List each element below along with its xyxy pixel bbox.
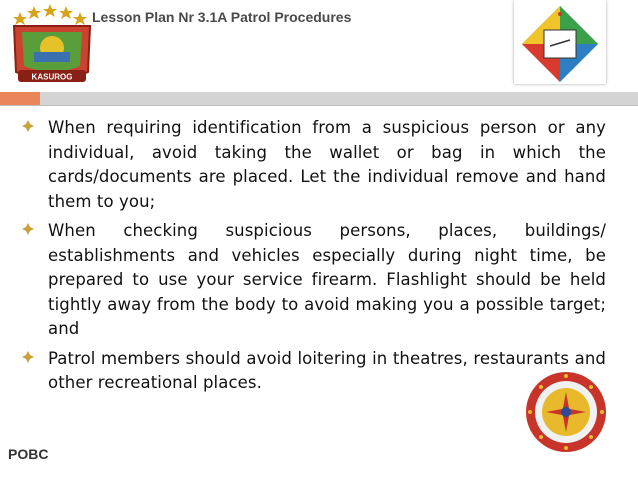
bullet-text: When checking suspicious persons, places, buildings/ establishments and vehicles especially during night time, be prepared to use your service firearm. Flashlight should be held tightly away from the body to avoid making you a possible target; and	[48, 221, 606, 338]
diamond-bullet-icon	[22, 223, 34, 235]
header-divider-line	[0, 105, 638, 106]
diamond-bullet-icon	[22, 351, 34, 363]
footer-label: POBC	[8, 446, 49, 462]
list-item	[22, 219, 606, 342]
regional-badge-icon	[514, 0, 606, 84]
diamond-bullet-icon	[22, 120, 34, 132]
header-divider-bar	[40, 92, 638, 106]
pnp-seal-icon	[524, 370, 608, 454]
page-title: Lesson Plan Nr 3.1A Patrol Procedures	[92, 9, 352, 25]
bullet-text: When requiring identification from a suspicious person or any individual, avoid taking the wallet or bag in which the cards/documents are placed. Let the individual remove and hand them to you;	[48, 118, 606, 211]
kasurog-seal-icon	[4, 2, 100, 90]
bullet-text: Patrol members should avoid loitering in theatres, restaurants and other recreational places.	[48, 348, 606, 392]
bullet-list	[22, 116, 606, 401]
list-item	[22, 116, 606, 214]
kasurog-label: KASUROG	[31, 72, 73, 82]
list-item	[22, 347, 606, 396]
header-accent-bar	[0, 92, 40, 106]
